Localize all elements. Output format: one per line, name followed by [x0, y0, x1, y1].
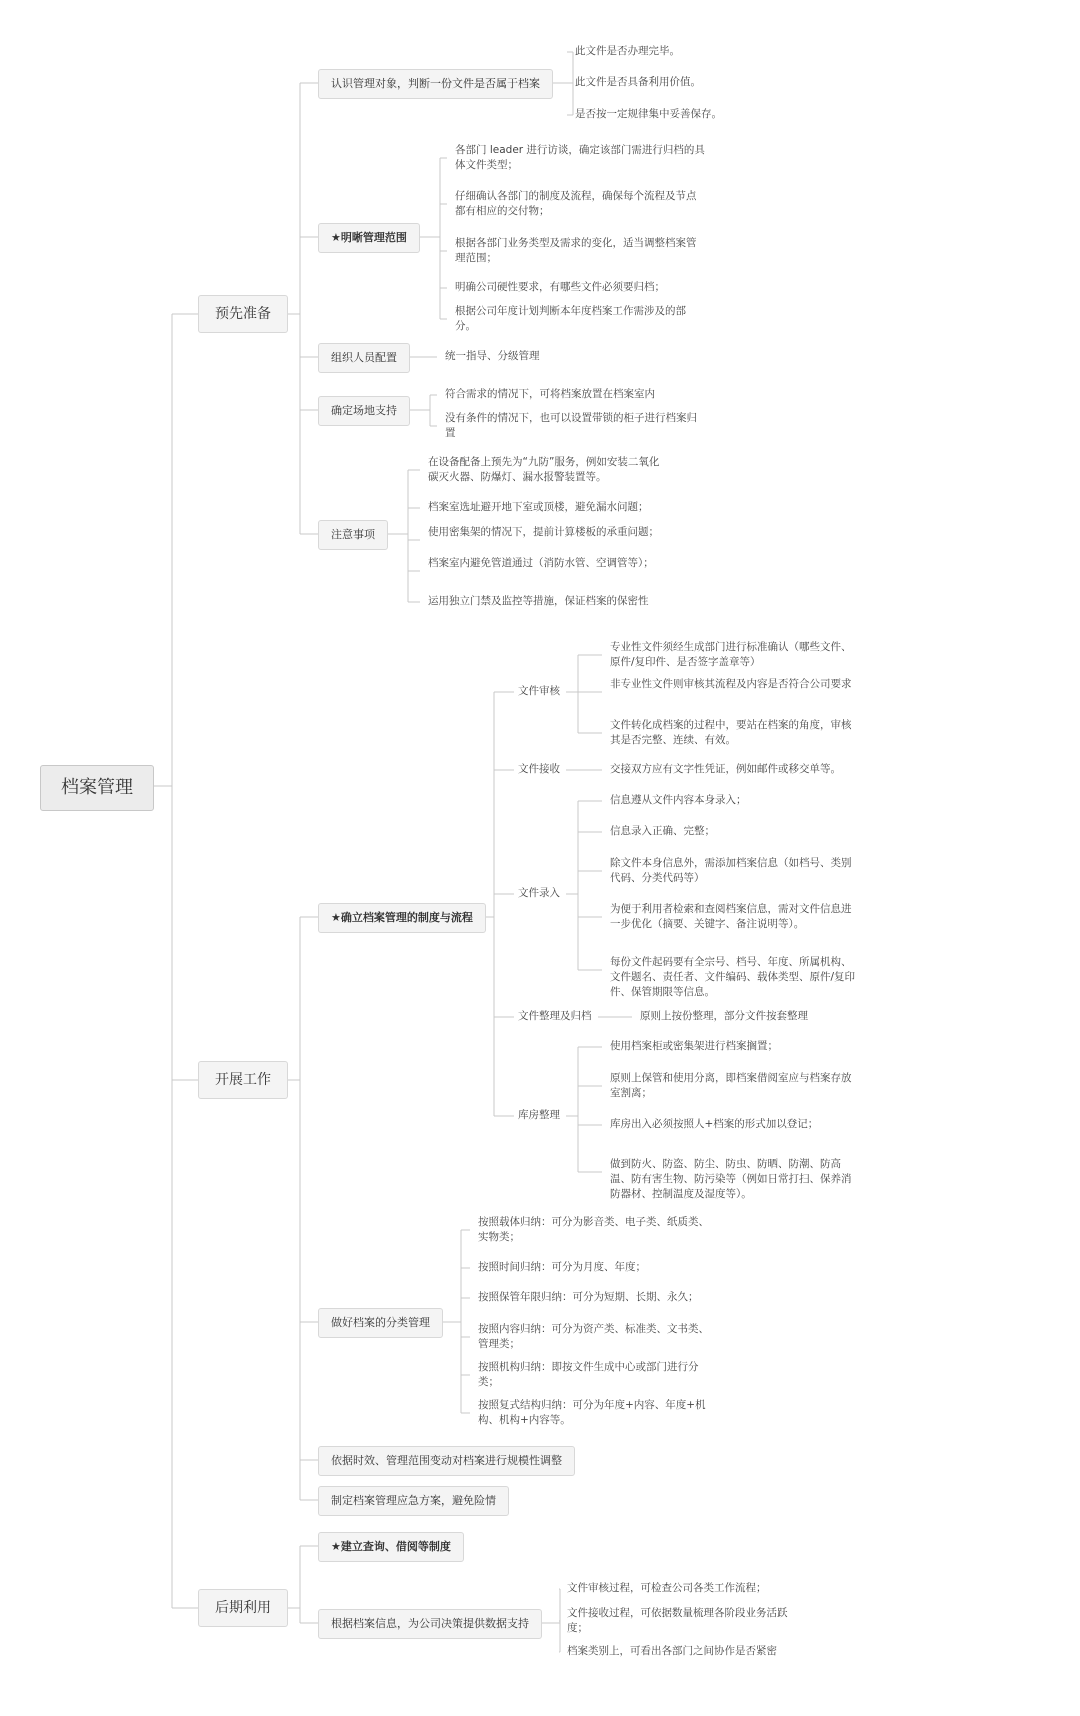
child-node: 做好档案的分类管理 [318, 1308, 443, 1338]
leaf-text: 交接双方应有文字性凭证，例如邮件或移交单等。 [610, 763, 841, 775]
leaf-text: 按照时间归纳：可分为月度、年度； [478, 1261, 646, 1273]
leaf-text: 档案类别上，可看出各部门之间协作是否紧密 [567, 1645, 777, 1657]
leaf-text: 按照复式结构归纳：可分为年度+内容、年度+机构、机构+内容等。 [478, 1399, 706, 1426]
sub-node: 文件审核 [518, 685, 560, 697]
leaf-text: 根据公司年度计划判断本年度档案工作需涉及的部分。 [455, 305, 686, 332]
leaf-text: 信息录入正确、完整； [610, 825, 715, 837]
leaf-text: 每份文件起码要有全宗号、档号、年度、所属机构、文件题名、责任者、文件编码、载体类型、原件/复印件、保管期限等信息。 [610, 956, 856, 998]
leaf-text: 运用独立门禁及监控等措施，保证档案的保密性 [428, 595, 649, 607]
leaf-text: 按照内容归纳：可分为资产类、标准类、文书类、管理类； [478, 1323, 709, 1350]
leaf-text: 文件接收过程，可依据数量梳理各阶段业务活跃度； [567, 1607, 788, 1634]
child-node: 根据档案信息，为公司决策提供数据支持 [318, 1609, 542, 1639]
leaf-text: 在设备配备上预先为“九防”服务，例如安装二氧化碳灭火器、防爆灯、漏水报警装置等。 [428, 456, 660, 483]
leaf-text: 信息遵从文件内容本身录入； [610, 794, 747, 806]
leaf-text: 按照载体归纳：可分为影音类、电子类、纸质类、实物类； [478, 1216, 709, 1243]
child-node: 依据时效、管理范围变动对档案进行规模性调整 [318, 1446, 575, 1476]
leaf-text: 是否按一定规律集中妥善保存。 [575, 108, 722, 120]
leaf-text: 原则上按份整理，部分文件按套整理 [640, 1010, 808, 1022]
branch-node: 开展工作 [198, 1061, 288, 1099]
leaf-text: 明确公司硬性要求，有哪些文件必须要归档； [455, 281, 665, 293]
leaf-text: 仔细确认各部门的制度及流程，确保每个流程及节点都有相应的交付物； [455, 190, 697, 217]
leaf-text: 按照机构归纳：即按文件生成中心或部门进行分类； [478, 1361, 699, 1388]
leaf-text: 档案室内避免管道通过（消防水管、空调管等）； [428, 557, 654, 569]
child-node: 认识管理对象，判断一份文件是否属于档案 [318, 69, 553, 99]
leaf-text: 根据各部门业务类型及需求的变化，适当调整档案管理范围； [455, 237, 697, 264]
leaf-text: 此文件是否具备利用价值。 [575, 76, 701, 88]
branch-node: 后期利用 [198, 1589, 288, 1627]
leaf-text: 符合需求的情况下，可将档案放置在档案室内 [445, 388, 655, 400]
child-node: 组织人员配置 [318, 343, 410, 373]
leaf-text: 为便于利用者检索和查阅档案信息，需对文件信息进一步优化（摘要、关键字、备注说明等）。 [610, 903, 852, 930]
leaf-text: 按照保管年限归纳：可分为短期、长期、永久； [478, 1291, 699, 1303]
leaf-text: 使用密集架的情况下，提前计算楼板的承重问题； [428, 526, 659, 538]
child-node: ★建立查询、借阅等制度 [318, 1532, 464, 1562]
sub-node: 库房整理 [518, 1109, 560, 1121]
leaf-text: 库房出入必须按照人+档案的形式加以登记； [610, 1118, 819, 1130]
child-node: 确定场地支持 [318, 396, 410, 426]
leaf-text: 没有条件的情况下，也可以设置带锁的柜子进行档案归置 [445, 412, 697, 439]
leaf-text: 除文件本身信息外，需添加档案信息（如档号、类别代码、分类代码等） [610, 857, 852, 884]
leaf-text: 专业性文件须经生成部门进行标准确认（哪些文件、原件/复印件、是否签字盖章等） [610, 641, 852, 668]
branch-node: 预先准备 [198, 295, 288, 333]
sub-node: 文件整理及归档 [518, 1010, 592, 1022]
leaf-text: 做到防火、防盗、防尘、防虫、防晒、防潮、防高温、防有害生物、防污染等（例如日常打扫、保养消防器材、控制温度及湿度等）。 [610, 1158, 852, 1200]
sub-node: 文件录入 [518, 887, 560, 899]
child-node: 注意事项 [318, 520, 388, 550]
leaf-text: 文件转化成档案的过程中，要站在档案的角度，审核其是否完整、连续、有效。 [610, 719, 852, 746]
leaf-text: 非专业性文件则审核其流程及内容是否符合公司要求 [610, 678, 852, 690]
leaf-text: 原则上保管和使用分离，即档案借阅室应与档案存放室割离； [610, 1072, 852, 1099]
child-node: ★明晰管理范围 [318, 223, 420, 253]
leaf-text: 档案室选址避开地下室或顶楼，避免漏水问题； [428, 501, 649, 513]
sub-node: 文件接收 [518, 763, 560, 775]
leaf-text: 统一指导、分级管理 [445, 350, 540, 362]
leaf-text: 各部门 leader 进行访谈，确定该部门需进行归档的具体文件类型； [455, 144, 705, 171]
root-node: 档案管理 [40, 765, 154, 811]
child-node: 制定档案管理应急方案，避免险情 [318, 1486, 509, 1516]
leaf-text: 使用档案柜或密集架进行档案搁置； [610, 1040, 778, 1052]
child-node: ★确立档案管理的制度与流程 [318, 903, 486, 933]
leaf-text: 此文件是否办理完毕。 [575, 45, 680, 57]
leaf-text: 文件审核过程，可检查公司各类工作流程； [567, 1582, 767, 1594]
